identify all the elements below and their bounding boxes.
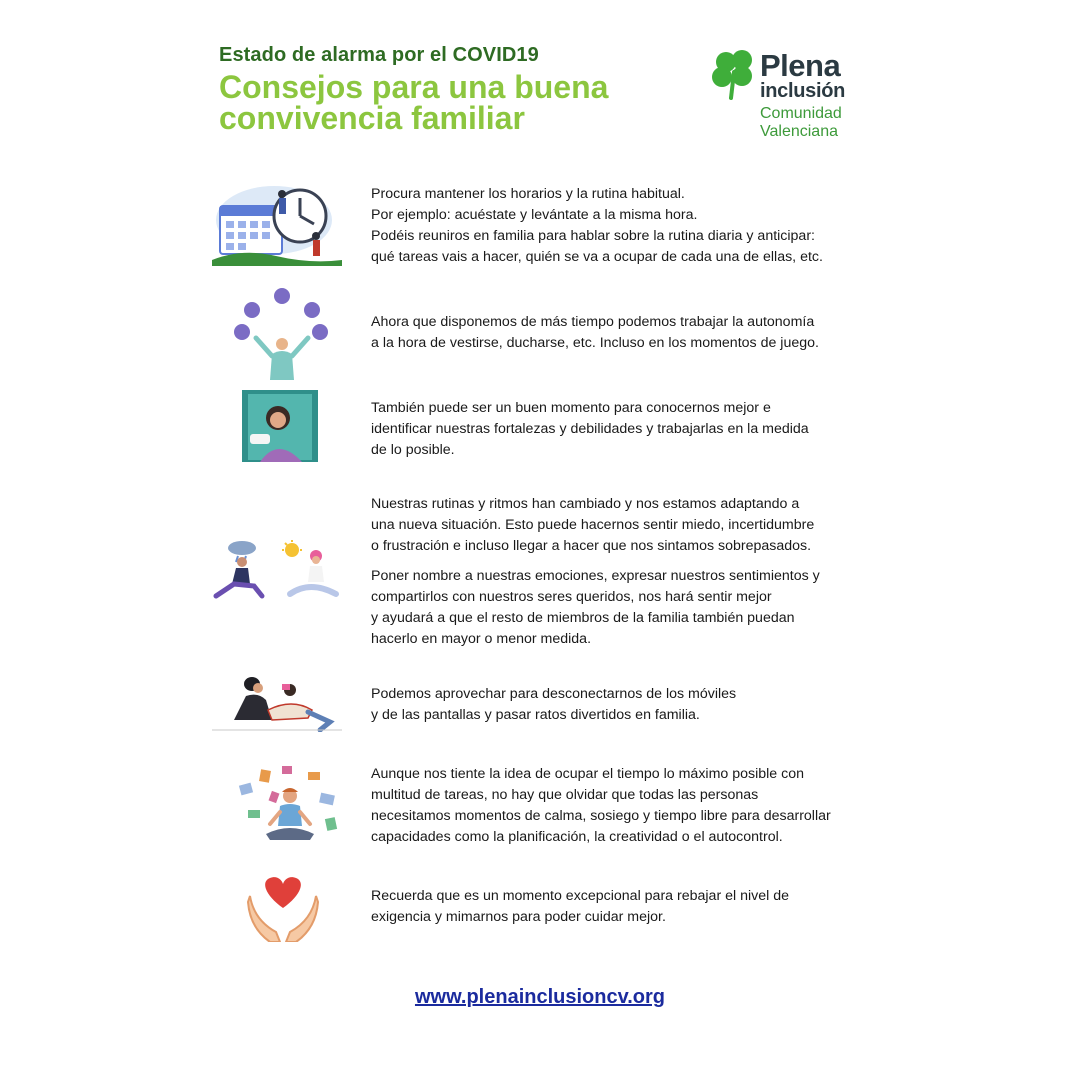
- tip-line: identificar nuestras fortalezas y debilidades y trabajarlas en la medida: [371, 421, 809, 437]
- family-fun-illustration: [212, 670, 342, 737]
- tip-item: [212, 312, 872, 382]
- logo-word-comunidad: Comunidad: [760, 105, 842, 122]
- tip-line: de lo posible.: [371, 442, 455, 458]
- emotions-weather-illustration: [212, 540, 342, 605]
- tip-line: multitud de tareas, no hay que olvidar que todas las personas: [371, 787, 759, 803]
- tip-line: y ayudará a que el resto de miembros de la familia también puedan: [371, 610, 795, 626]
- tip-line: a la hora de vestirse, ducharse, etc. Incluso en los momentos de juego.: [371, 335, 819, 351]
- tip-paragraph: [371, 494, 871, 557]
- calendar-clock-illustration: [212, 184, 342, 271]
- plena-inclusion-logo: [712, 50, 882, 145]
- meditation-illustration: [232, 764, 362, 849]
- mirror-reflection-illustration: [242, 390, 372, 467]
- tip-line: y de las pantallas y pasar ratos divertidos en familia.: [371, 707, 700, 723]
- tip-item: [212, 398, 872, 468]
- logo-word-valenciana: Valenciana: [760, 123, 838, 140]
- tip-text: [371, 886, 871, 928]
- tip-line: Por ejemplo: acuéstate y levántate a la misma hora.: [371, 207, 698, 223]
- tip-line: Nuestras rutinas y ritmos han cambiado y nos estamos adaptando a: [371, 496, 800, 512]
- tip-text: [371, 494, 871, 650]
- tip-item: [212, 184, 872, 274]
- tip-line: qué tareas vais a hacer, quién se va a ocupar de cada una de ellas, etc.: [371, 249, 823, 265]
- logo-word-inclusion: inclusión: [760, 80, 846, 102]
- tip-item: [212, 886, 872, 946]
- tip-item: [212, 764, 872, 854]
- tip-line: o frustración e incluso llegar a hacer que nos sintamos sobrepasados.: [371, 538, 812, 554]
- clover-icon: [712, 50, 758, 100]
- tip-line: Procura mantener los horarios y la rutina habitual.: [371, 186, 685, 202]
- tip-line: Aunque nos tiente la idea de ocupar el tiempo lo máximo posible con: [371, 766, 804, 782]
- logo-region: [760, 105, 842, 141]
- tip-item: [212, 494, 872, 647]
- tip-line: Poner nombre a nuestras emociones, expresar nuestros sentimientos y: [371, 568, 820, 584]
- tip-text: [371, 184, 871, 268]
- autonomy-person-illustration: [212, 286, 342, 385]
- tip-line: Podemos aprovechar para desconectarnos de los móviles: [371, 686, 737, 702]
- tip-line: hacerlo en mayor o menor medida.: [371, 631, 592, 647]
- logo-word-plena: Plena: [760, 48, 841, 83]
- tip-text: [371, 684, 871, 726]
- tip-line: Podéis reuniros en familia para hablar sobre la rutina diaria y anticipar:: [371, 228, 815, 244]
- page-title: [219, 69, 659, 136]
- tip-paragraph: [371, 566, 871, 650]
- title-line-1: Consejos para una buena: [219, 69, 609, 105]
- tip-line: necesitamos momentos de calma, sosiego y tiempo libre para desarrollar: [371, 808, 831, 824]
- tip-line: Recuerda que es un momento excepcional para rebajar el nivel de: [371, 888, 789, 904]
- tip-text: [371, 764, 871, 848]
- tip-text: [371, 398, 871, 461]
- tip-line: compartirlos con nuestros seres queridos, nos hará sentir mejor: [371, 589, 772, 605]
- website-link[interactable]: www.plenainclusioncv.org: [414, 986, 666, 1008]
- tip-line: exigencia y mimarnos para poder cuidar mejor.: [371, 909, 666, 925]
- tip-line: capacidades como la planificación, la creatividad o el autocontrol.: [371, 829, 783, 845]
- tip-line: Ahora que disponemos de más tiempo podemos trabajar la autonomía: [371, 314, 815, 330]
- tip-line: una nueva situación. Esto puede hacernos sentir miedo, incertidumbre: [371, 517, 815, 533]
- tip-item: [212, 684, 872, 744]
- heart-hands-illustration: [246, 876, 376, 947]
- header-kicker: Estado de alarma por el COVID19: [219, 44, 539, 66]
- title-line-2: convivencia familiar: [219, 100, 525, 136]
- tip-text: [371, 312, 871, 354]
- tip-line: También puede ser un buen momento para conocernos mejor e: [371, 400, 771, 416]
